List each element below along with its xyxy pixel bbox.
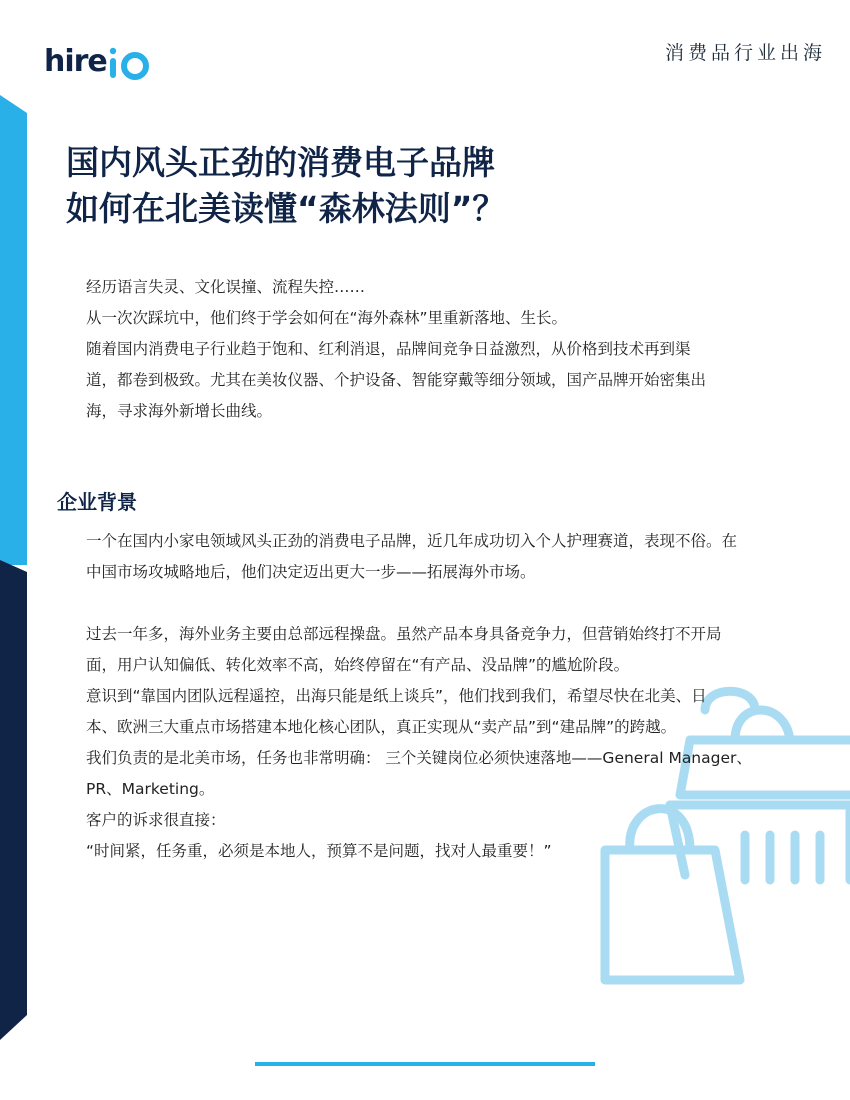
body-line: 客户的诉求很直接： — [86, 811, 226, 829]
body-line: 我们负责的是北美市场，任务也非常明确： 三个关键岗位必须快速落地——General Manager、 — [86, 749, 752, 767]
section-body — [86, 526, 821, 867]
body-line: 面，用户认知偏低、转化效率不高，始终停留在“有产品、没品牌”的尴尬阶段。 — [86, 656, 630, 674]
logo-wordmark: hire — [44, 44, 107, 79]
page-title — [66, 140, 766, 232]
hireio-logo — [44, 42, 154, 82]
body-line: “时间紧，任务重，必须是本地人，预算不是问题，找对人最重要！” — [86, 842, 552, 860]
body-line: 过去一年多，海外业务主要由总部远程操盘。虽然产品本身具备竞争力，但营销始终打不开局 — [86, 625, 722, 643]
category-label: 消费品行业出海 — [664, 42, 826, 64]
body-line: 意识到“靠国内团队远程遥控，出海只能是纸上谈兵”，他们找到我们，希望尽快在北美、日 — [86, 687, 707, 705]
body-line: 中国市场攻城略地后，他们决定迈出更大一步——拓展海外市场。 — [86, 563, 536, 581]
intro-line: 随着国内消费电子行业趋于饱和、红利消退，品牌间竞争日益激烈，从价格到技术再到渠 — [86, 340, 691, 358]
decorative-stripe-navy — [0, 560, 27, 1040]
body-line: 本、欧洲三大重点市场搭建本地化核心团队，真正实现从“卖产品”到“建品牌”的跨越。 — [86, 718, 677, 736]
logo-io-mark-icon — [107, 46, 153, 80]
title-line-2: 如何在北美读懂“森林法则”？ — [66, 189, 506, 228]
decorative-stripe-cyan — [0, 95, 27, 565]
section-heading: 企业背景 — [57, 490, 137, 514]
intro-line: 从一次次踩坑中，他们终于学会如何在“海外森林”里重新落地、生长。 — [86, 309, 568, 327]
body-line: PR、Marketing。 — [86, 780, 215, 798]
body-line: 一个在国内小家电领域风头正劲的消费电子品牌，近几年成功切入个人护理赛道，表现不俗。在 — [86, 532, 738, 550]
intro-line: 经历语言失灵、文化误撞、流程失控…… — [86, 278, 366, 296]
intro-line: 海，寻求海外新增长曲线。 — [86, 402, 273, 420]
title-line-1: 国内风头正劲的消费电子品牌 — [66, 143, 495, 182]
intro-line: 道，都卷到极致。尤其在美妆仪器、个护设备、智能穿戴等细分领域，国产品牌开始密集出 — [86, 371, 707, 389]
footer-accent-line — [255, 1062, 595, 1066]
intro-paragraph — [86, 272, 796, 427]
paragraph-gap — [86, 588, 821, 619]
